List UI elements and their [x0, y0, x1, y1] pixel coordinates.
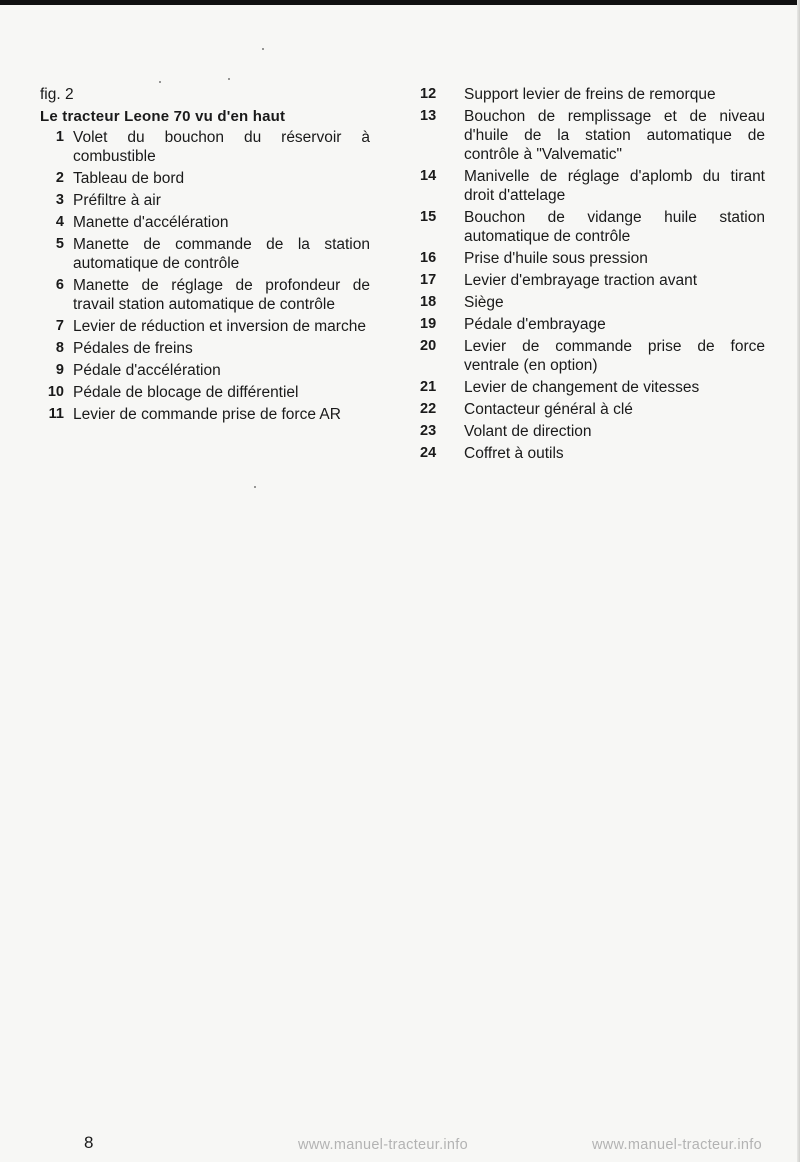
legend-item: [420, 400, 765, 419]
legend-text: Manivelle de réglage d'aplomb du tirant droit d'attelage: [464, 168, 765, 204]
legend-number: 16: [420, 250, 437, 266]
legend-number: 12: [420, 86, 437, 102]
legend-text: Volet du bouchon du réservoir à combustible: [73, 129, 370, 165]
legend-number: 14: [420, 168, 437, 184]
legend-text: Contacteur général à clé: [464, 401, 633, 418]
legend-number: 8: [55, 340, 64, 356]
paper-speck: [262, 48, 264, 50]
legend-number: 10: [47, 384, 64, 400]
legend-text: Levier d'embrayage traction avant: [464, 272, 698, 289]
legend-text: Bouchon de vidange huile station automatique de contrôle: [464, 209, 765, 245]
legend-text: Coffret à outils: [464, 445, 564, 462]
legend-number: 21: [420, 379, 437, 395]
legend-number: 1: [55, 129, 64, 145]
legend-number: 6: [55, 277, 64, 293]
legend-item: [40, 213, 370, 232]
legend-text: Pédales de freins: [73, 340, 193, 357]
legend-item: [420, 107, 765, 164]
watermark-text: www.manuel-tracteur.info: [298, 1137, 468, 1153]
legend-item: [40, 361, 370, 380]
legend-number: 17: [420, 272, 437, 288]
figure-label: fig. 2: [40, 86, 74, 103]
legend-text: Prise d'huile sous pression: [464, 250, 648, 267]
legend-text: Pédale de blocage de différentiel: [73, 384, 299, 401]
legend-number: 19: [420, 316, 437, 332]
legend-text: Support levier de freins de remorque: [464, 86, 716, 103]
legend-number: 2: [55, 170, 64, 186]
legend-text: Manette de commande de la station automatique de contrôle: [73, 236, 370, 272]
legend-text: Levier de changement de vitesses: [464, 379, 700, 396]
legend-item: [40, 383, 370, 402]
legend-text: Siège: [464, 294, 504, 311]
legend-item: [40, 235, 370, 273]
legend-number: 4: [55, 214, 64, 230]
legend-item: [420, 444, 765, 463]
legend-item: [40, 169, 370, 188]
legend-item: [40, 191, 370, 210]
legend-number: 24: [420, 445, 437, 461]
legend-item: [420, 208, 765, 246]
legend-text: Manette d'accélération: [73, 214, 229, 231]
legend-number: 3: [55, 192, 64, 208]
legend-item: [40, 317, 370, 336]
legend-number: 23: [420, 423, 437, 439]
watermark-text: www.manuel-tracteur.info: [592, 1137, 762, 1153]
legend-text: Volant de direction: [464, 423, 592, 440]
legend-item: [40, 276, 370, 314]
legend-text: Bouchon de remplissage et de niveau d'huile de la station automatique de contrôle à "Valvematic": [464, 108, 765, 163]
legend-item: [420, 249, 765, 268]
legend-item: [420, 422, 765, 441]
legend-number: 15: [420, 209, 437, 225]
legend-item: [40, 128, 370, 166]
paper-speck: [159, 81, 161, 83]
legend-number: 22: [420, 401, 437, 417]
legend-item: [420, 271, 765, 290]
legend-text: Levier de commande prise de force AR: [73, 406, 341, 423]
legend-column-left: [40, 85, 370, 427]
legend-text: Levier de commande prise de force ventrale (en option): [464, 338, 765, 374]
legend-number: 20: [420, 338, 437, 354]
legend-item: [40, 405, 370, 424]
paper-speck: [254, 486, 256, 488]
legend-column-right: [420, 85, 765, 466]
legend-list-right: [420, 85, 765, 463]
legend-item: [420, 293, 765, 312]
legend-number: 11: [48, 406, 64, 422]
legend-list-left: [40, 128, 370, 424]
legend-text: Tableau de bord: [73, 170, 185, 187]
legend-item: [420, 315, 765, 334]
legend-item: [420, 167, 765, 205]
legend-item: [420, 337, 765, 375]
legend-text: Manette de réglage de profondeur de travail station automatique de contrôle: [73, 277, 370, 313]
legend-text: Levier de réduction et inversion de marche: [73, 318, 366, 335]
legend-text: Pédale d'embrayage: [464, 316, 606, 333]
legend-number: 13: [420, 108, 437, 124]
page-top-edge: [0, 0, 800, 5]
legend-number: 18: [420, 294, 437, 310]
legend-number: 9: [55, 362, 64, 378]
legend-item: [420, 378, 765, 397]
legend-item: [420, 85, 765, 104]
paper-speck: [228, 78, 230, 80]
legend-text: Préfiltre à air: [73, 192, 161, 209]
legend-number: 7: [55, 318, 64, 334]
legend-item: [40, 339, 370, 358]
legend-number: 5: [55, 236, 64, 252]
legend-text: Pédale d'accélération: [73, 362, 221, 379]
figure-caption: Le tracteur Leone 70 vu d'en haut: [40, 108, 286, 125]
page-number: 8: [84, 1133, 94, 1152]
